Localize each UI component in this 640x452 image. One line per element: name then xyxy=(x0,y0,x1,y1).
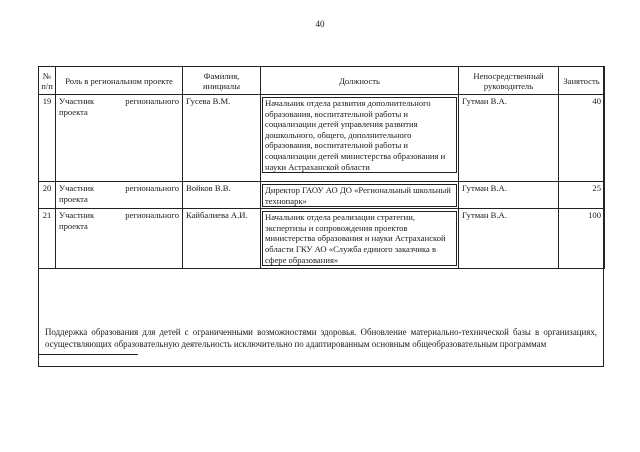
row-position xyxy=(261,209,459,269)
row-role-word: проекта xyxy=(59,193,88,204)
row-role-word: регионального xyxy=(125,183,179,193)
row-supervisor: Гутман В.А. xyxy=(459,182,559,209)
header-role: Роль в региональном проекте xyxy=(56,67,183,95)
row-position-text: Начальник отдела реализации стратегии, экспертизы и сопровождения проектов министерства образования и науки Астраханской области ГКУ АО «Служба единого заказчика в сфере образования» xyxy=(262,211,457,266)
header-name: Фамилия, инициалы xyxy=(183,67,261,95)
row-role xyxy=(56,209,183,269)
header-load: Занятость xyxy=(559,67,605,95)
row-role-word: проекта xyxy=(59,220,88,231)
row-role-word: Участник xyxy=(59,183,95,193)
row-load: 100 xyxy=(559,209,605,269)
section-description: Поддержка образования для детей с ограниченными возможностями здоровья. Обновление материально-технической базы в организациях, осуществляющих образовательную деятельность исключительно по адаптированным основным общеобразовательным программам xyxy=(45,327,597,350)
header-position: Должность xyxy=(261,67,459,95)
header-supervisor: Непосредственный руководитель xyxy=(459,67,559,95)
row-role xyxy=(56,182,183,209)
row-role-word: Участник xyxy=(59,96,95,106)
row-name: Кайбалиева А.И. xyxy=(183,209,261,269)
row-name: Войков В.В. xyxy=(183,182,261,209)
row-role-word: проекта xyxy=(59,106,88,117)
page-number: 40 xyxy=(315,19,325,29)
row-load: 40 xyxy=(559,95,605,182)
row-role-word: регионального xyxy=(125,210,179,221)
row-supervisor: Гутман В.А. xyxy=(459,95,559,182)
table-row xyxy=(39,209,605,269)
row-position xyxy=(261,182,459,209)
row-num: 20 xyxy=(39,182,56,209)
footer-divider xyxy=(38,354,138,355)
row-role xyxy=(56,95,183,182)
header-num: № п/п xyxy=(39,67,56,95)
row-num: 19 xyxy=(39,95,56,182)
row-load: 25 xyxy=(559,182,605,209)
table-row xyxy=(39,182,605,209)
project-team-table xyxy=(38,66,605,269)
row-supervisor: Гутман В.А. xyxy=(459,209,559,269)
row-role-word: Участник xyxy=(59,210,95,221)
table-row xyxy=(39,95,605,182)
table-header-row xyxy=(39,67,605,95)
row-role-word: регионального xyxy=(125,96,179,106)
row-position xyxy=(261,95,459,182)
row-name: Гусева В.М. xyxy=(183,95,261,182)
row-position-text: Директор ГАОУ АО ДО «Региональный школьный технопарк» xyxy=(262,184,457,207)
row-num: 21 xyxy=(39,209,56,269)
row-position-text: Начальник отдела развития дополнительного образования, воспитательной работы и социализации детей управления развития дошкольного, общего, дополнительного образования, воспитательной работы и социализации детей министерства образования и науки Астраханской области xyxy=(262,97,457,173)
